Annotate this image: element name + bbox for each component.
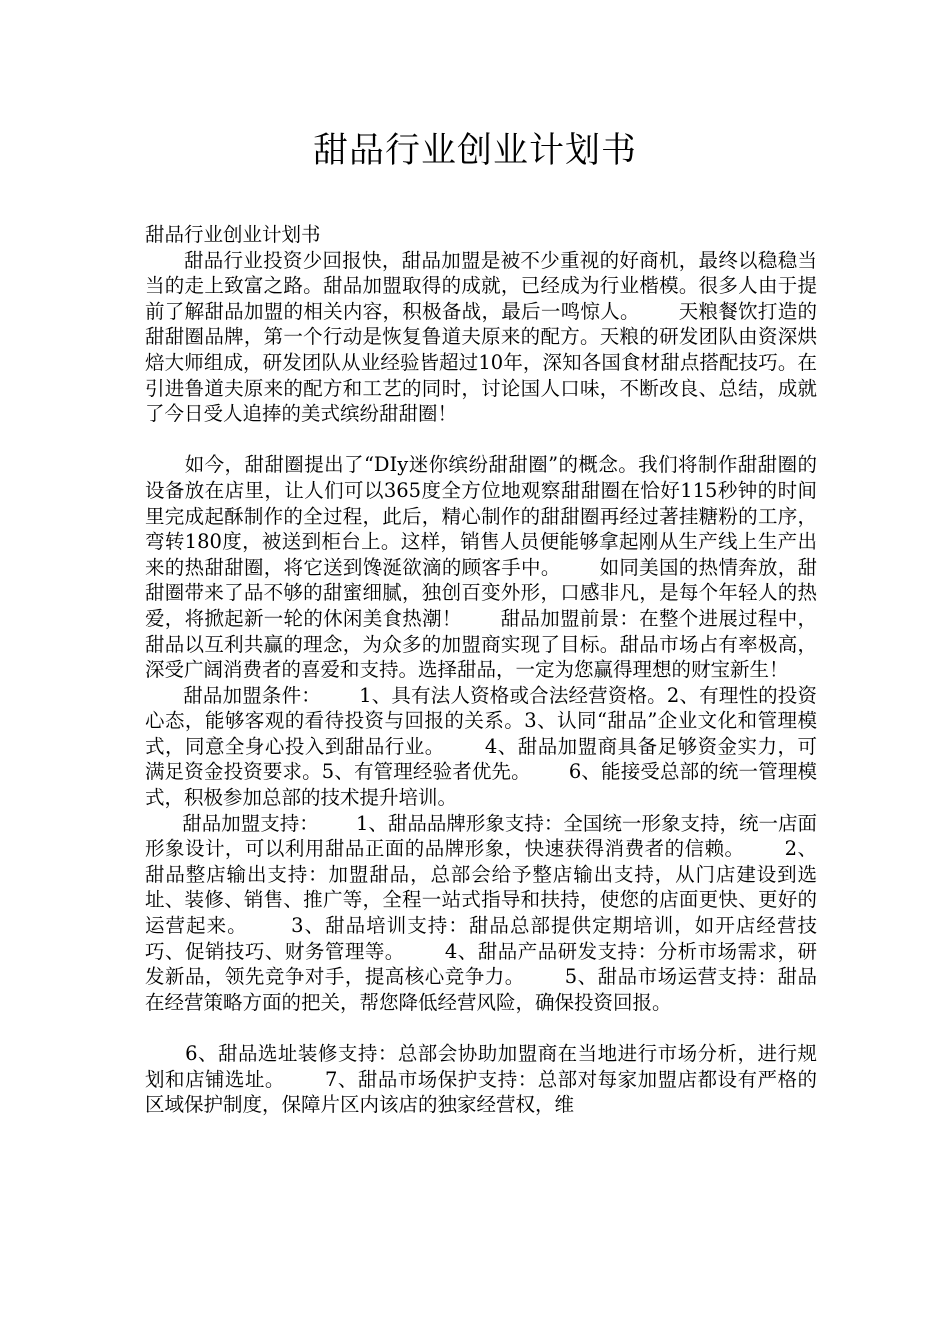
- paragraph-spacer: [145, 1015, 817, 1041]
- body-paragraph-intro: 甜品行业投资少回报快，甜品加盟是被不少重视的好商机，最终以稳稳当当的走上致富之路。甜品加盟取得的成就，已经成为行业楷模。很多人由于提前了解甜品加盟的相关内容，积极备战，最后一鸣惊人。 天粮餐饮打造的甜甜圈品牌，第一个行动是恢复鲁道夫原来的配方。天粮的研发团队由资深烘焙大师组成，研发团队从业经验皆超过10年，深知各国食材甜点搭配技巧。在引进鲁道夫原来的配方和工艺的同时，讨论国人口味，不断改良、总结，成就了今日受人追捧的美式缤纷甜甜圈！: [145, 248, 817, 426]
- body-paragraph-location-support: 6、甜品选址装修支持：总部会协助加盟商在当地进行市场分析，进行规划和店铺选址。 7、甜品市场保护支持：总部对每家加盟店都设有严格的区域保护制度，保障片区内该店的独家经营权，维: [145, 1042, 817, 1117]
- body-paragraph-donut-concept: 如今，甜甜圈提出了“DIy迷你缤纷甜甜圈”的概念。我们将制作甜甜圈的设备放在店里，让人们可以365度全方位地观察甜甜圈在恰好115秒钟的时间里完成起酥制作的全过程，此后，精心制作的甜甜圈再经过著挂糖粉的工序，弯转180度，被送到柜台上。这样，销售人员便能够拿起刚从生产线上生产出来的热甜甜圈，将它送到馋涎欲滴的顾客手中。 如同美国的热情奔放，甜甜圈带来了品不够的甜蜜细腻，独创百变外形，口感非凡，是每个年轻人的热爱，将掀起新一轮的休闲美食热潮！ 甜品加盟前景：在整个进展过程中，甜品以互利共赢的理念，为众多的加盟商实现了目标。甜品市场占有率极高，深受广阔消费者的喜爱和支持。选择甜品，一定为您赢得理想的财宝新生！: [145, 453, 817, 682]
- body-paragraph-franchise-conditions: 甜品加盟条件： 1、具有法人资格或合法经营资格。2、有理性的投资心态，能够客观的看待投资与回报的关系。3、认同“甜品”企业文化和管理模式，同意全身心投入到甜品行业。 4、甜品加盟商具备足够资金实力，可满足资金投资要求。5、有管理经验者优先。 6、能接受总部的统一管理模式，积极参加总部的技术提升培训。: [145, 683, 817, 810]
- body-paragraph-franchise-support: 甜品加盟支持： 1、甜品品牌形象支持：全国统一形象支持，统一店面形象设计，可以利用甜品正面的品牌形象，快速获得消费者的信赖。 2、甜品整店输出支持：加盟甜品，总部会给予整店输出支持，从门店建设到选址、装修、销售、推广等，全程一站式指导和扶持，使您的店面更快、更好的运营起来。 3、甜品培训支持：甜品总部提供定期培训，如开店经营技巧、促销技巧、财务管理等。 4、甜品产品研发支持：分析市场需求，研发新品，领先竞争对手，提高核心竞争力。 5、甜品市场运营支持：甜品在经营策略方面的把关，帮您降低经营风险，确保投资回报。: [145, 811, 817, 1014]
- document-title: 甜品行业创业计划书: [312, 131, 637, 171]
- document-body: [145, 222, 817, 1118]
- body-paragraph-subtitle: 甜品行业创业计划书: [145, 223, 321, 246]
- paragraph-spacer: [145, 427, 817, 453]
